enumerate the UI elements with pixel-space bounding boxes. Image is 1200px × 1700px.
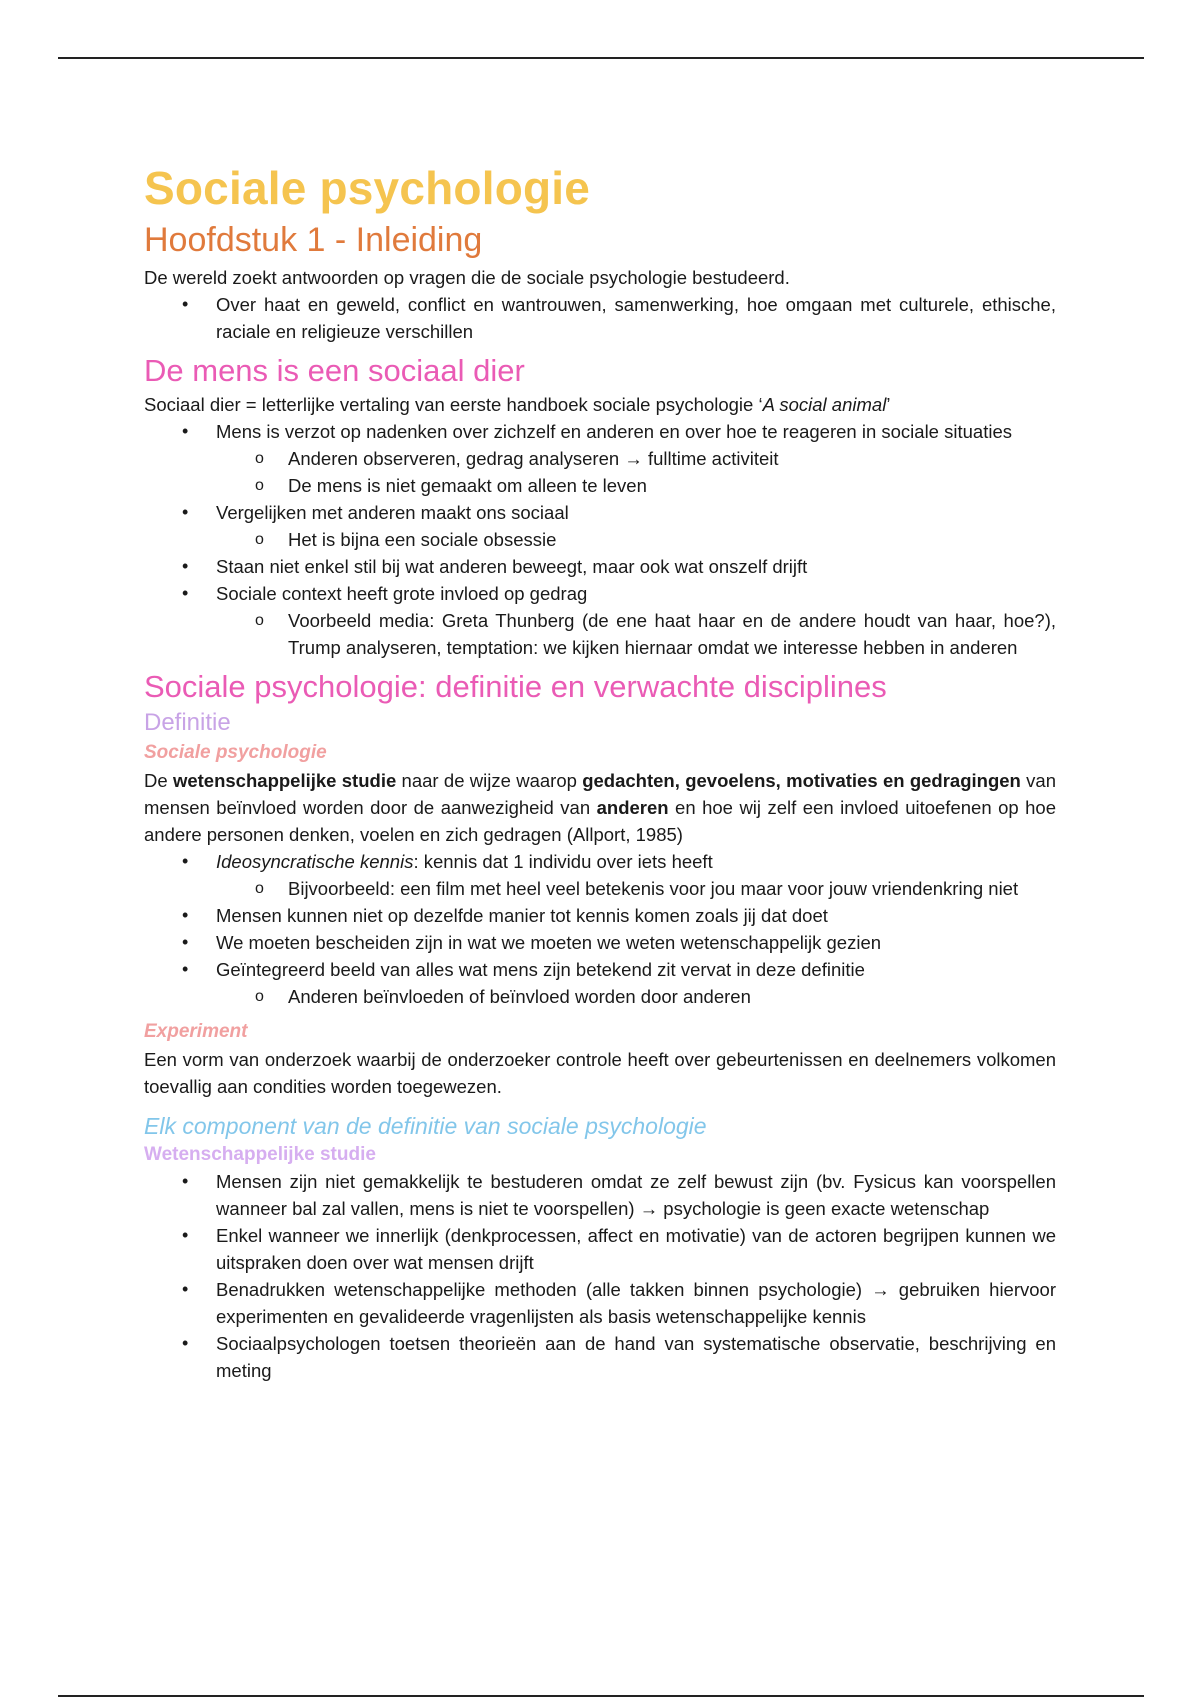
list-item-text: Vergelijken met anderen maakt ons sociaal [216, 502, 569, 523]
list-item-text: : kennis dat 1 individu over iets heeft [413, 851, 713, 872]
text-span: De [144, 770, 173, 791]
italic-term: Ideosyncratische kennis [216, 851, 414, 872]
list-item-text: Geïntegreerd beeld van alles wat mens zijn betekend zit vervat in deze definitie [216, 959, 865, 980]
sub-list [216, 875, 1056, 902]
ws-list [144, 1168, 1056, 1384]
header-rule [58, 57, 1144, 59]
list-item-text: Mens is verzot op nadenken over zichzelf en anderen en over hoe te reageren in sociale situaties [216, 421, 1012, 442]
list-item: • Sociaalpsychologen toetsen theorieën aan de hand van systematische observatie, beschrijving en meting [144, 1330, 1056, 1384]
list-item: • Mensen zijn niet gemakkelijk te bestuderen omdat ze zelf bewust zijn (bv. Fysicus kan voorspellen wanneer bal zal vallen, mens is niet te voorspellen) → psychologie is geen exacte wetenschap [144, 1168, 1056, 1222]
text-span: van mensen beïnvloed worden door de aanwezigheid van [144, 770, 1056, 818]
list-item: • Over haat en geweld, conflict en wantrouwen, samenwerking, hoe omgaan met culturele, ethische, raciale en religieuze verschillen [144, 291, 1056, 345]
sub-list-item: o De mens is niet gemaakt om alleen te leven [144, 472, 1056, 499]
bold-term: wetenschappelijke studie [172, 770, 397, 791]
document-page [144, 158, 1056, 1384]
sub-list [216, 445, 1056, 499]
list-item: • Benadrukken wetenschappelijke methoden (alle takken binnen psychologie) → gebruiken hiervoor experimenten en gevalideerde vragenlijsten als basis wetenschappelijke kennis [144, 1276, 1056, 1330]
sub-list-item: o Anderen beïnvloeden of beïnvloed worden door anderen [144, 983, 1056, 1010]
text-span: ’ [886, 394, 891, 415]
book-title: A social animal [762, 394, 887, 415]
section-heading-definition: Sociale psychologie: definitie en verwachte disciplines [144, 669, 887, 704]
bold-term: gedachten, gevoelens, motivaties en gedragingen [582, 770, 1021, 791]
term-sociale-psychologie: Sociale psychologie [144, 742, 327, 763]
subheading-definitie: Definitie [144, 709, 231, 736]
footer-rule [58, 1695, 1144, 1697]
definition-list [144, 848, 1056, 1010]
bold-term: anderen [596, 797, 669, 818]
intro-list [144, 291, 1056, 345]
text-span: Sociaal dier = letterlijke vertaling van eerste handboek sociale psychologie ‘ [144, 394, 763, 415]
list-item-text: Sociale context heeft grote invloed op gedrag [216, 583, 588, 604]
sub-list [216, 607, 1056, 661]
document-title: Sociale psychologie [144, 162, 591, 214]
intro-text: De wereld zoekt antwoorden op vragen die de sociale psychologie bestudeerd. [144, 267, 790, 288]
ws-heading: Wetenschappelijke studie [144, 1144, 376, 1165]
list-item [144, 956, 1056, 1010]
sub-list-item: o Voorbeeld media: Greta Thunberg (de ene haat haar en de andere houdt van haar, hoe?), Trump analyseren, temptation: we kijken hiernaar omdat we interesse hebben in anderen [144, 607, 1056, 661]
social-animal-text [144, 391, 1056, 418]
social-animal-list [144, 418, 1056, 661]
list-item: • Staan niet enkel stil bij wat anderen beweegt, maar ook wat onszelf drijft [144, 553, 1056, 580]
text-span: en hoe wij zelf een invloed uitoefenen op hoe andere personen denken, voelen en zich gedragen (Allport, 1985) [144, 797, 1056, 845]
list-item [144, 580, 1056, 661]
term-experiment: Experiment [144, 1021, 248, 1042]
list-item [144, 499, 1056, 553]
text-span: naar de wijze waarop [396, 770, 583, 791]
list-item [144, 418, 1056, 499]
sub-list [216, 526, 1056, 553]
chapter-heading: Hoofdstuk 1 - Inleiding [144, 221, 483, 259]
list-item: • Mensen kunnen niet op dezelfde manier tot kennis komen zoals jij dat doet [144, 902, 1056, 929]
sub-list-item: o Bijvoorbeeld: een film met heel veel betekenis voor jou maar voor jouw vriendenkring niet [144, 875, 1056, 902]
definition-text [144, 767, 1056, 848]
section-heading-social-animal: De mens is een sociaal dier [144, 353, 525, 388]
component-heading: Elk component van de definitie van sociale psychologie [144, 1113, 707, 1139]
sub-list-item: o Het is bijna een sociale obsessie [144, 526, 1056, 553]
sub-list [216, 983, 1056, 1010]
list-item [144, 848, 1056, 902]
experiment-text: Een vorm van onderzoek waarbij de onderzoeker controle heeft over gebeurtenissen en deelnemers volkomen toevallig aan condities worden toegewezen. [144, 1049, 1056, 1097]
list-item: • Enkel wanneer we innerlijk (denkprocessen, affect en motivatie) van de actoren begrijpen kunnen we uitspraken doen over wat mensen drijft [144, 1222, 1056, 1276]
list-item: • We moeten bescheiden zijn in wat we moeten we weten wetenschappelijk gezien [144, 929, 1056, 956]
sub-list-item: o Anderen observeren, gedrag analyseren → fulltime activiteit [144, 445, 1056, 472]
